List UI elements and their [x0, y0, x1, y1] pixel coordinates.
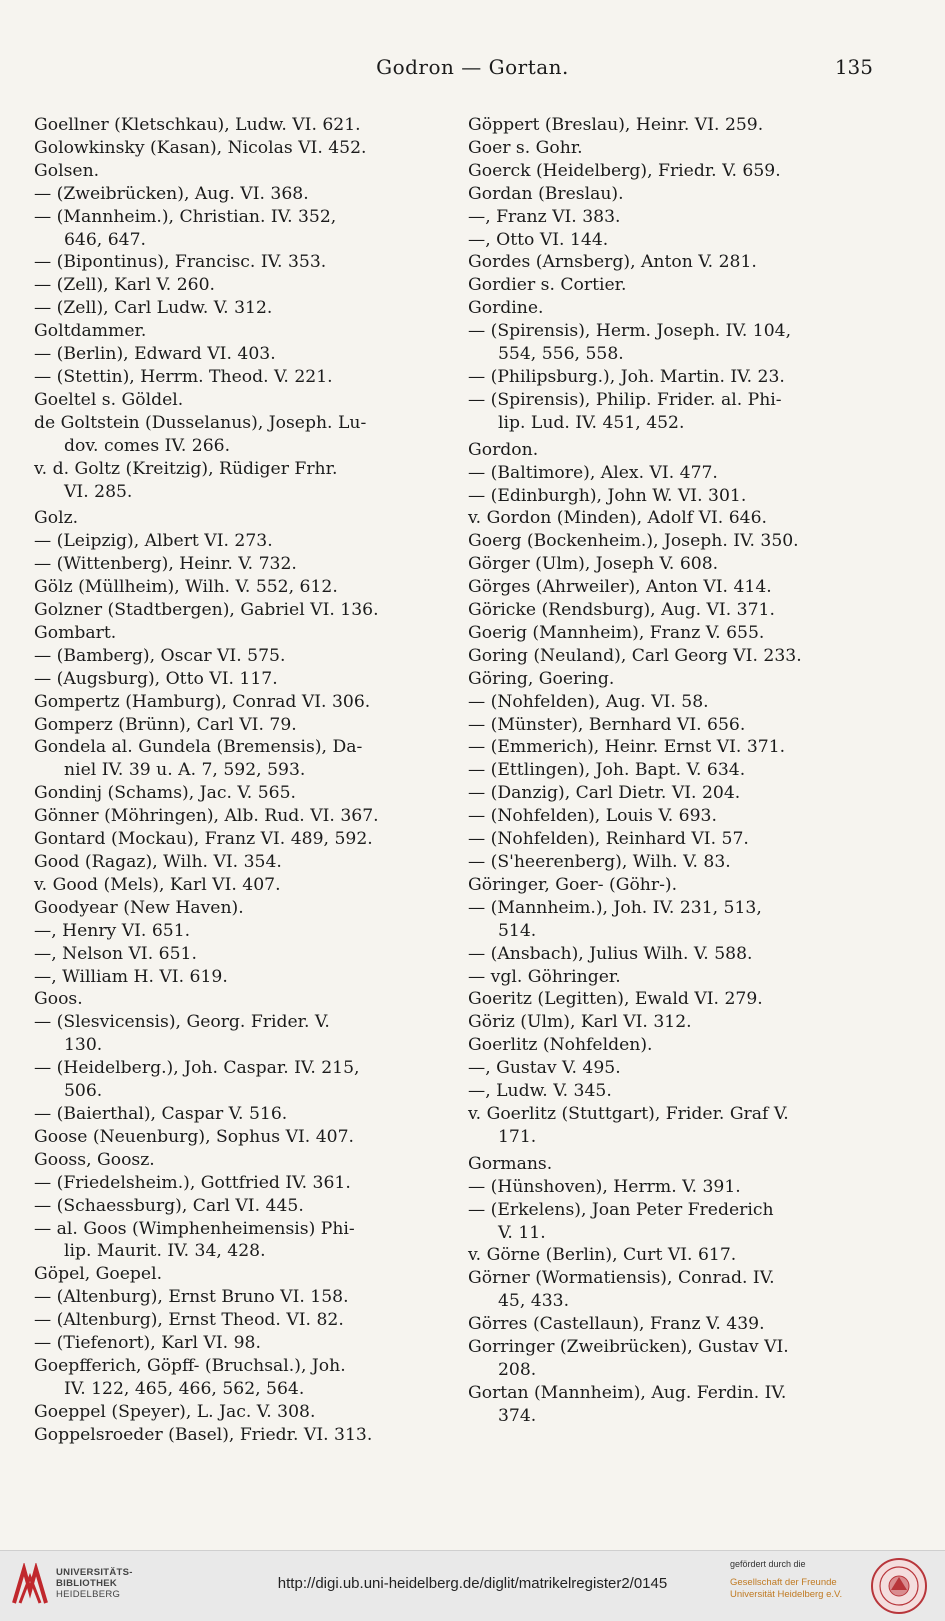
- right-column-entry: Goer s. Gohr.: [468, 137, 583, 158]
- right-column-entry: — (Erkelens), Joan Peter Frederich: [468, 1199, 774, 1220]
- left-column-entry: — (Wittenberg), Heinr. V. 732.: [34, 554, 297, 575]
- sponsor-name: [730, 1577, 842, 1601]
- right-column-entry: — (Ansbach), Julius Wilh. V. 588.: [468, 943, 753, 964]
- left-column-entry: Gooss, Goosz.: [34, 1149, 155, 1170]
- right-column-entry: Gordon.: [468, 439, 539, 460]
- left-column-entry: —, Henry VI. 651.: [34, 920, 191, 941]
- left-column-entry: Goeltel s. Göldel.: [34, 389, 184, 410]
- right-column-entry: Göring, Goering.: [468, 668, 615, 689]
- left-column-entry: — (Schaessburg), Carl VI. 445.: [34, 1195, 304, 1216]
- left-column-entry: 646, 647.: [64, 229, 147, 250]
- left-column-entry: Goepfferich, Göpff- (Bruchsal.), Joh.: [34, 1355, 346, 1376]
- left-column-entry: — (Stettin), Herrm. Theod. V. 221.: [34, 366, 333, 387]
- left-column-entry: niel IV. 39 u. A. 7, 592, 593.: [64, 760, 306, 781]
- left-column-entry: — (Zell), Karl V. 260.: [34, 275, 215, 296]
- right-column-entry: — (Nohfelden), Louis V. 693.: [468, 806, 717, 827]
- right-column-entry: Goring (Neuland), Carl Georg VI. 233.: [468, 645, 802, 666]
- right-column-entry: Goerlitz (Nohfelden).: [468, 1035, 653, 1056]
- page-title: Godron — Gortan.: [376, 55, 569, 79]
- library-name-line3: HEIDELBERG: [56, 1589, 121, 1600]
- right-column-entry: 45, 433.: [498, 1291, 570, 1312]
- right-column-entry: — (Hünshoven), Herrm. V. 391.: [468, 1176, 741, 1197]
- left-column-entry: —, Nelson VI. 651.: [34, 943, 197, 964]
- right-column-entry: 514.: [498, 920, 537, 941]
- page-header: [0, 55, 945, 85]
- left-column-entry: —, William H. VI. 619.: [34, 966, 228, 987]
- right-column-entry: —, Gustav V. 495.: [468, 1058, 621, 1079]
- right-column-entry: Görres (Castellaun), Franz V. 439.: [468, 1314, 765, 1335]
- right-column-entry: Gordine.: [468, 298, 544, 319]
- left-column-entry: — (Altenburg), Ernst Theod. VI. 82.: [34, 1310, 344, 1331]
- right-column: [468, 114, 888, 1428]
- left-column-entry: Golzner (Stadtbergen), Gabriel VI. 136.: [34, 600, 379, 621]
- left-column-entry: — (Altenburg), Ernst Bruno VI. 158.: [34, 1287, 349, 1308]
- left-column-entry: Golowkinsky (Kasan), Nicolas VI. 452.: [34, 137, 367, 158]
- left-column-entry: Göpel, Goepel.: [34, 1264, 163, 1285]
- right-column-entry: — (Baltimore), Alex. VI. 477.: [468, 462, 718, 483]
- page-number: 135: [834, 55, 873, 79]
- right-column-entry: Göricke (Rendsburg), Aug. VI. 371.: [468, 600, 775, 621]
- left-column-entry: dov. comes IV. 266.: [64, 435, 231, 456]
- left-column-entry: VI. 285.: [64, 481, 133, 502]
- sponsor-name-line1: Gesellschaft der Freunde: [730, 1577, 837, 1588]
- right-column-entry: 208.: [498, 1359, 537, 1380]
- right-column-entry: Goerg (Bockenheim.), Joseph. IV. 350.: [468, 531, 799, 552]
- university-seal-icon: [870, 1557, 928, 1615]
- left-column-entry: — (Friedelsheim.), Gottfried IV. 361.: [34, 1172, 351, 1193]
- right-column-entry: Gormans.: [468, 1153, 553, 1174]
- right-column-entry: Göringer, Goer- (Göhr-).: [468, 874, 678, 895]
- left-column-entry: — (Berlin), Edward VI. 403.: [34, 344, 276, 365]
- right-column-entry: — (Edinburgh), John W. VI. 301.: [468, 485, 747, 506]
- right-column-entry: lip. Lud. IV. 451, 452.: [498, 412, 685, 433]
- right-column-entry: v. Gordon (Minden), Adolf VI. 646.: [468, 508, 768, 529]
- left-column-entry: Golz.: [34, 508, 79, 529]
- right-column-entry: Gordes (Arnsberg), Anton V. 281.: [468, 252, 757, 273]
- permalink-url[interactable]: http://digi.ub.uni-heidelberg.de/diglit/matrikelregister2/0145: [277, 1575, 668, 1592]
- right-column-entry: — (Danzig), Carl Dietr. VI. 204.: [468, 783, 741, 804]
- left-column-entry: — (Augsburg), Otto VI. 117.: [34, 668, 278, 689]
- left-column-entry: — (Zell), Carl Ludw. V. 312.: [34, 298, 273, 319]
- left-column-entry: — (Zweibrücken), Aug. VI. 368.: [34, 183, 309, 204]
- sponsor-label: gefördert durch die: [730, 1559, 806, 1569]
- left-column-entry: Gompertz (Hamburg), Conrad VI. 306.: [34, 691, 371, 712]
- right-column-entry: Gordan (Breslau).: [468, 183, 624, 204]
- left-column-entry: — (Slesvicensis), Georg. Frider. V.: [34, 1012, 330, 1033]
- right-column-entry: —, Franz VI. 383.: [468, 206, 621, 227]
- left-column-entry: Goos.: [34, 989, 83, 1010]
- left-column-entry: lip. Maurit. IV. 34, 428.: [64, 1241, 266, 1262]
- right-column-entry: Göppert (Breslau), Heinr. VI. 259.: [468, 115, 764, 135]
- right-column-entry: —, Ludw. V. 345.: [468, 1081, 612, 1102]
- left-column-entry: Goellner (Kletschkau), Ludw. VI. 621.: [34, 115, 361, 135]
- right-column-entry: V. 11.: [498, 1222, 546, 1243]
- right-column-entry: — (Spirensis), Philip. Frider. al. Phi-: [468, 389, 782, 410]
- right-column-entry: — (Emmerich), Heinr. Ernst VI. 371.: [468, 737, 786, 758]
- left-column-entry: Gönner (Möhringen), Alb. Rud. VI. 367.: [34, 806, 379, 827]
- right-column-entry: — (Nohfelden), Aug. VI. 58.: [468, 691, 709, 712]
- right-column-entry: Gordier s. Cortier.: [468, 275, 627, 296]
- left-column-entry: Gölz (Müllheim), Wilh. V. 552, 612.: [34, 577, 338, 598]
- left-column-entry: — (Leipzig), Albert VI. 273.: [34, 531, 273, 552]
- left-column-entry: Goose (Neuenburg), Sophus VI. 407.: [34, 1126, 354, 1147]
- right-column-entry: Göriz (Ulm), Karl VI. 312.: [468, 1012, 692, 1033]
- left-column-entry: v. d. Goltz (Kreitzig), Rüdiger Frhr.: [34, 458, 338, 479]
- right-column-entry: Görges (Ahrweiler), Anton VI. 414.: [468, 577, 772, 598]
- left-column-entry: Goodyear (New Haven).: [34, 897, 244, 918]
- right-column-entry: —, Otto VI. 144.: [468, 229, 609, 250]
- right-column-entry: 171.: [498, 1126, 537, 1147]
- left-column-entry: — (Bamberg), Oscar VI. 575.: [34, 645, 286, 666]
- right-column-entry: Goerig (Mannheim), Franz V. 655.: [468, 622, 765, 643]
- left-column-entry: v. Good (Mels), Karl VI. 407.: [34, 874, 281, 895]
- right-column-entry: — (S'heerenberg), Wilh. V. 83.: [468, 852, 731, 872]
- right-column-entry: Gorringer (Zweibrücken), Gustav VI.: [468, 1337, 789, 1358]
- right-column-entry: — (Mannheim.), Joh. IV. 231, 513,: [468, 897, 762, 918]
- left-column-entry: 506.: [64, 1081, 103, 1102]
- viewer-footer: [0, 1550, 945, 1621]
- right-column-entry: — (Nohfelden), Reinhard VI. 57.: [468, 829, 749, 850]
- left-column-entry: Gombart.: [34, 622, 117, 643]
- left-column-entry: Gondinj (Schams), Jac. V. 565.: [34, 783, 296, 804]
- left-column-entry: — (Tiefenort), Karl VI. 98.: [34, 1333, 261, 1354]
- left-column-entry: — al. Goos (Wimphenheimensis) Phi-: [34, 1218, 355, 1239]
- right-column-entry: 554, 556, 558.: [498, 344, 624, 365]
- right-column-entry: Görner (Wormatiensis), Conrad. IV.: [468, 1268, 775, 1289]
- left-column-entry: Gontard (Mockau), Franz VI. 489, 592.: [34, 829, 373, 850]
- right-column-entry: Goeritz (Legitten), Ewald VI. 279.: [468, 989, 763, 1010]
- left-column-entry: Goltdammer.: [34, 321, 147, 342]
- right-column-entry: — vgl. Göhringer.: [468, 966, 621, 987]
- library-name-line1: UNIVERSITÄTS-: [56, 1567, 133, 1578]
- left-column-entry: Goppelsroeder (Basel), Friedr. VI. 313.: [34, 1424, 373, 1445]
- left-column-entry: — (Heidelberg.), Joh. Caspar. IV. 215,: [34, 1058, 360, 1079]
- left-column-entry: Golsen.: [34, 160, 100, 181]
- left-column-entry: de Goltstein (Dusselanus), Joseph. Lu-: [34, 412, 367, 433]
- right-column-entry: v. Görne (Berlin), Curt VI. 617.: [468, 1245, 737, 1266]
- left-column-entry: Good (Ragaz), Wilh. VI. 354.: [34, 852, 282, 872]
- right-column-entry: Goerck (Heidelberg), Friedr. V. 659.: [468, 160, 781, 181]
- right-column-entry: Gortan (Mannheim), Aug. Ferdin. IV.: [468, 1382, 787, 1403]
- left-column-entry: 130.: [64, 1035, 103, 1056]
- left-column-entry: Gomperz (Brünn), Carl VI. 79.: [34, 714, 297, 735]
- left-column-entry: — (Bipontinus), Francisc. IV. 353.: [34, 252, 327, 273]
- right-column-entry: — (Philipsburg.), Joh. Martin. IV. 23.: [468, 366, 785, 387]
- left-column-entry: — (Mannheim.), Christian. IV. 352,: [34, 206, 337, 227]
- left-column-entry: IV. 122, 465, 466, 562, 564.: [64, 1378, 305, 1399]
- right-column-entry: — (Münster), Bernhard VI. 656.: [468, 714, 746, 735]
- sponsor-name-line2: Universität Heidelberg e.V.: [730, 1589, 843, 1600]
- right-column-entry: Görger (Ulm), Joseph V. 608.: [468, 554, 719, 575]
- left-column-entry: — (Baierthal), Caspar V. 516.: [34, 1103, 288, 1124]
- right-column-entry: — (Ettlingen), Joh. Bapt. V. 634.: [468, 760, 746, 781]
- right-column-entry: — (Spirensis), Herm. Joseph. IV. 104,: [468, 321, 792, 342]
- left-column-entry: Goeppel (Speyer), L. Jac. V. 308.: [34, 1401, 316, 1422]
- left-column-entry: Gondela al. Gundela (Bremensis), Da-: [34, 737, 363, 758]
- right-column-entry: v. Goerlitz (Stuttgart), Frider. Graf V.: [468, 1103, 789, 1124]
- left-column: [34, 114, 444, 1447]
- right-column-entry: 374.: [498, 1405, 537, 1426]
- library-name-line2: BIBLIOTHEK: [56, 1578, 118, 1589]
